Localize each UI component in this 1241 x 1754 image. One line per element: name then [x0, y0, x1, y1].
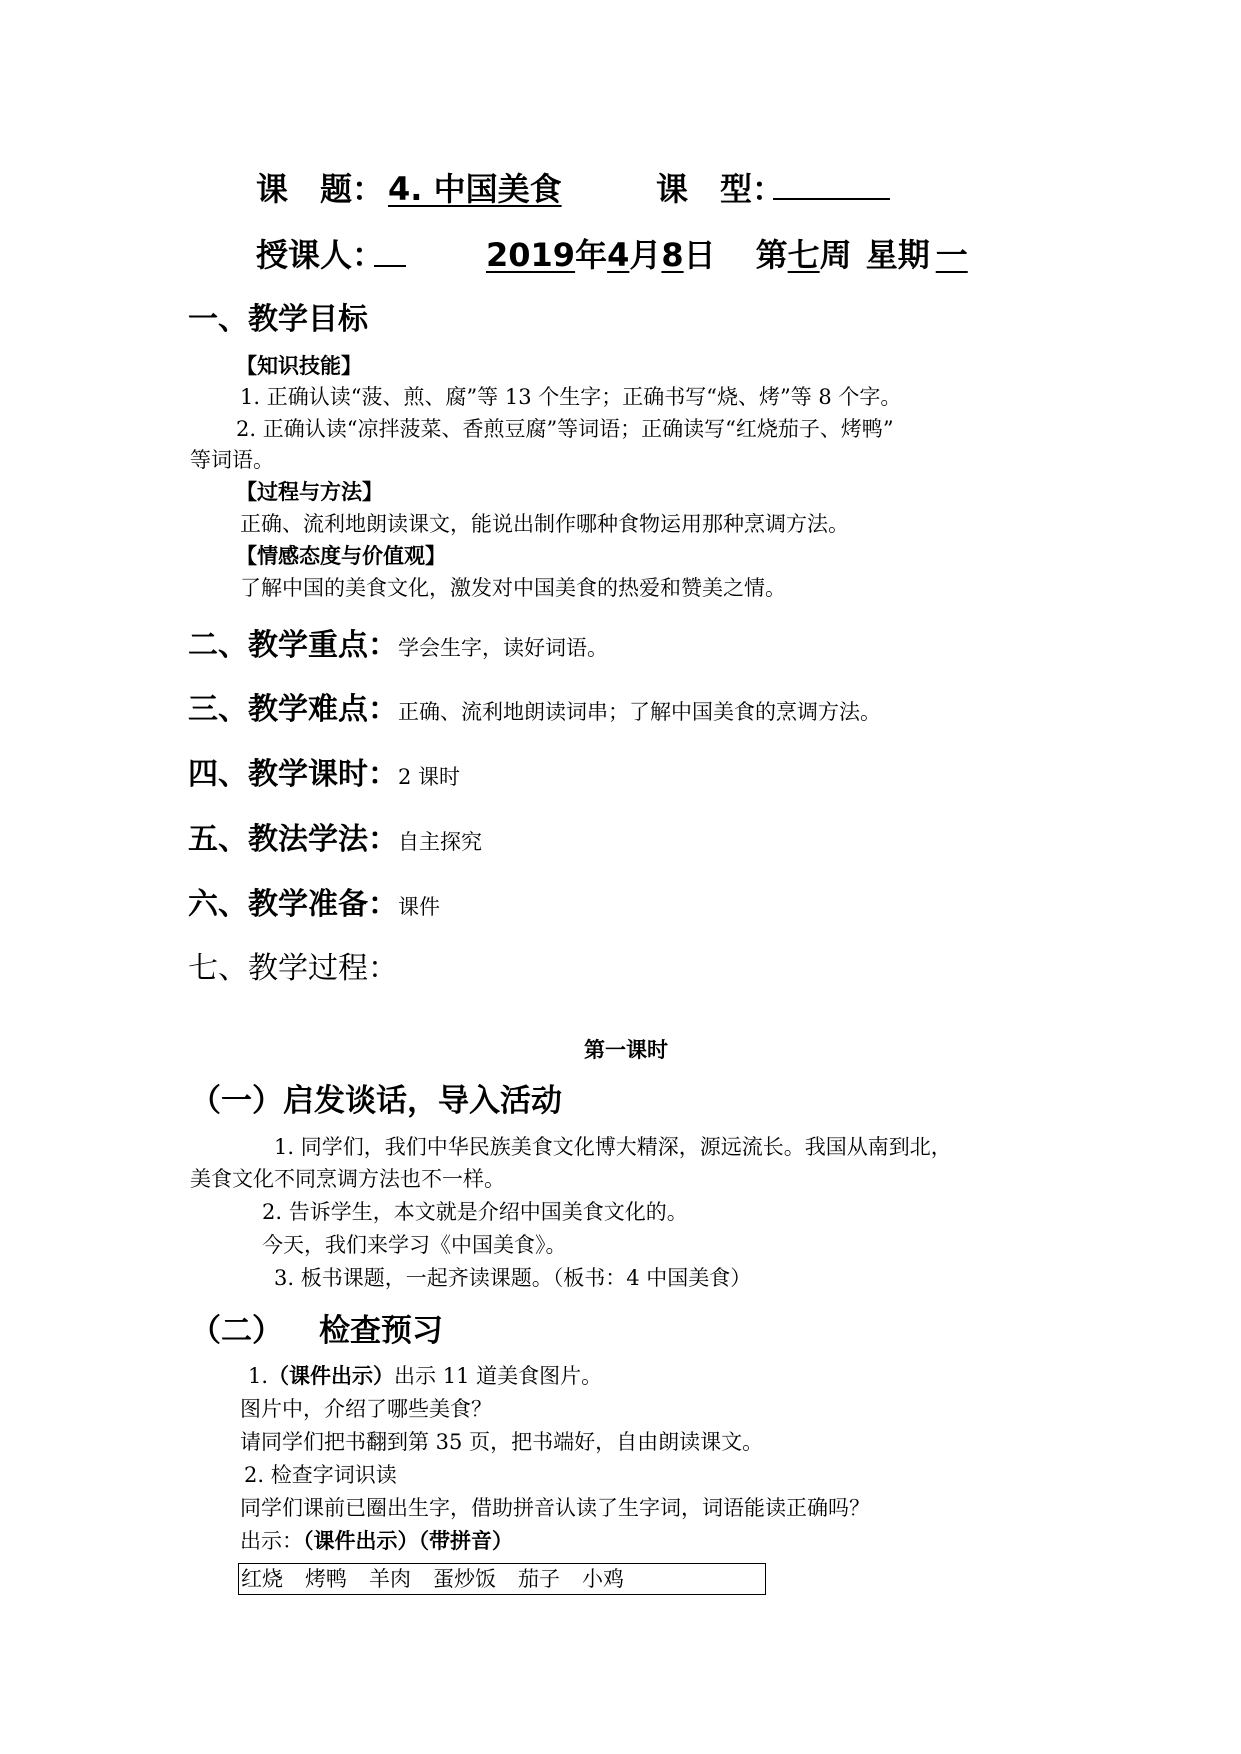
part1-item-2b: 今天，我们来学习《中国美食》。 [262, 1233, 567, 1257]
word-item: 茄子 [518, 1567, 560, 1591]
part2-item-1 [248, 1360, 602, 1390]
emotion-title: 【情感态度与价值观】 [236, 544, 446, 568]
lesson-title: 第一课时 [584, 1038, 668, 1062]
part1-item-2: 2. 告诉学生，本文就是介绍中国美食文化的。 [262, 1200, 688, 1224]
part1-item-3: 3. 板书课题，一起齐读课题。（板书：4 中国美食） [274, 1266, 752, 1290]
date-year-unit: 年 [575, 236, 608, 274]
date-month: 4 [607, 236, 630, 274]
emotion-text: 了解中国的美食文化，激发对中国美食的热爱和赞美之情。 [240, 576, 786, 600]
process-text: 正确、流利地朗读课文，能说出制作哪种食物运用那种烹调方法。 [240, 512, 849, 536]
word-box [238, 1563, 766, 1595]
section3 [188, 684, 881, 728]
part2-line-6 [240, 1525, 513, 1555]
process-title: 【过程与方法】 [236, 480, 383, 504]
teacher-label: 授课人： [256, 236, 385, 274]
date-year: 2019 [486, 236, 576, 274]
teacher-blank[interactable] [374, 235, 406, 267]
part2-line-2: 图片中，介绍了哪些美食？ [240, 1397, 492, 1421]
part2-item-1-bold: （课件出示） [268, 1364, 395, 1388]
word-item: 蛋炒饭 [433, 1567, 496, 1591]
knowledge-item-2a: 2. 正确认读“凉拌菠菜、香煎豆腐”等词语；正确读写“红烧茄子、烤鸭” [236, 417, 894, 441]
part2-item-1-num: 1. [248, 1364, 269, 1388]
type-label: 课 型： [656, 170, 785, 208]
date-month-unit: 月 [629, 236, 662, 274]
weekday-label: 星期 [865, 236, 930, 274]
week-num: 七 [787, 236, 820, 274]
part2-title [190, 1305, 443, 1350]
part1-item-1a: 1. 同学们，我们中华民族美食文化博大精深，源远流长。我国从南到北， [274, 1135, 952, 1159]
section6-title: 六、教学准备： [188, 887, 398, 922]
part2-line-3: 请同学们把书翻到第 35 页，把书端好，自由朗读课文。 [240, 1430, 764, 1454]
part2-line-4: 2. 检查字词识读 [244, 1463, 397, 1487]
section7-title: 七、教学过程： [188, 951, 398, 986]
word-item: 红烧 [241, 1567, 283, 1591]
section6 [188, 879, 440, 923]
week-prefix: 第 [755, 236, 788, 274]
weekday-value: 一 [935, 236, 968, 274]
part2-line-6-prefix: 出示： [240, 1529, 303, 1553]
section6-text: 课件 [398, 895, 440, 919]
part1-title: （一）启发谈话，导入活动 [190, 1083, 562, 1119]
word-item: 烤鸭 [305, 1567, 347, 1591]
week-suffix: 周 [819, 236, 852, 274]
part2-title-text: 检查预习 [319, 1313, 443, 1349]
word-item: 小鸡 [582, 1567, 624, 1591]
section3-text: 正确、流利地朗读词串；了解中国美食的烹调方法。 [398, 700, 881, 724]
section4-title: 四、教学课时： [188, 757, 398, 792]
date-day-unit: 日 [683, 236, 716, 274]
part2-item-1-text: 出示 11 道美食图片。 [394, 1364, 603, 1388]
section5 [188, 814, 482, 858]
knowledge-item-1: 1. 正确认读“菠、煎、腐”等 13 个生字；正确书写“烧、烤”等 8 个字。 [240, 385, 902, 409]
section2-text: 学会生字，读好词语。 [398, 636, 608, 660]
type-blank[interactable] [773, 168, 890, 200]
date-line [486, 230, 974, 276]
part2-line-6-bold: （课件出示）（带拼音） [303, 1529, 513, 1553]
section2 [188, 620, 608, 664]
section5-text: 自主探究 [398, 830, 482, 854]
section4-text: 2 课时 [398, 765, 461, 789]
section1-title: 一、教学目标 [188, 302, 368, 337]
knowledge-item-2b: 等词语。 [190, 448, 274, 472]
part2-title-num: （二） [190, 1313, 283, 1349]
word-item: 羊肉 [369, 1567, 411, 1591]
date-day: 8 [661, 236, 684, 274]
part2-line-5: 同学们课前已圈出生字，借助拼音认读了生字词，词语能读正确吗？ [240, 1496, 870, 1520]
topic-label: 课 题： [256, 170, 385, 208]
section4 [188, 749, 460, 793]
part1-item-1b: 美食文化不同烹调方法也不一样。 [190, 1167, 505, 1191]
section2-title: 二、教学重点： [188, 628, 398, 663]
knowledge-title: 【知识技能】 [236, 354, 362, 378]
section3-title: 三、教学难点： [188, 692, 398, 727]
topic-value: 4. 中国美食 [388, 170, 562, 208]
section5-title: 五、教法学法： [188, 822, 398, 857]
